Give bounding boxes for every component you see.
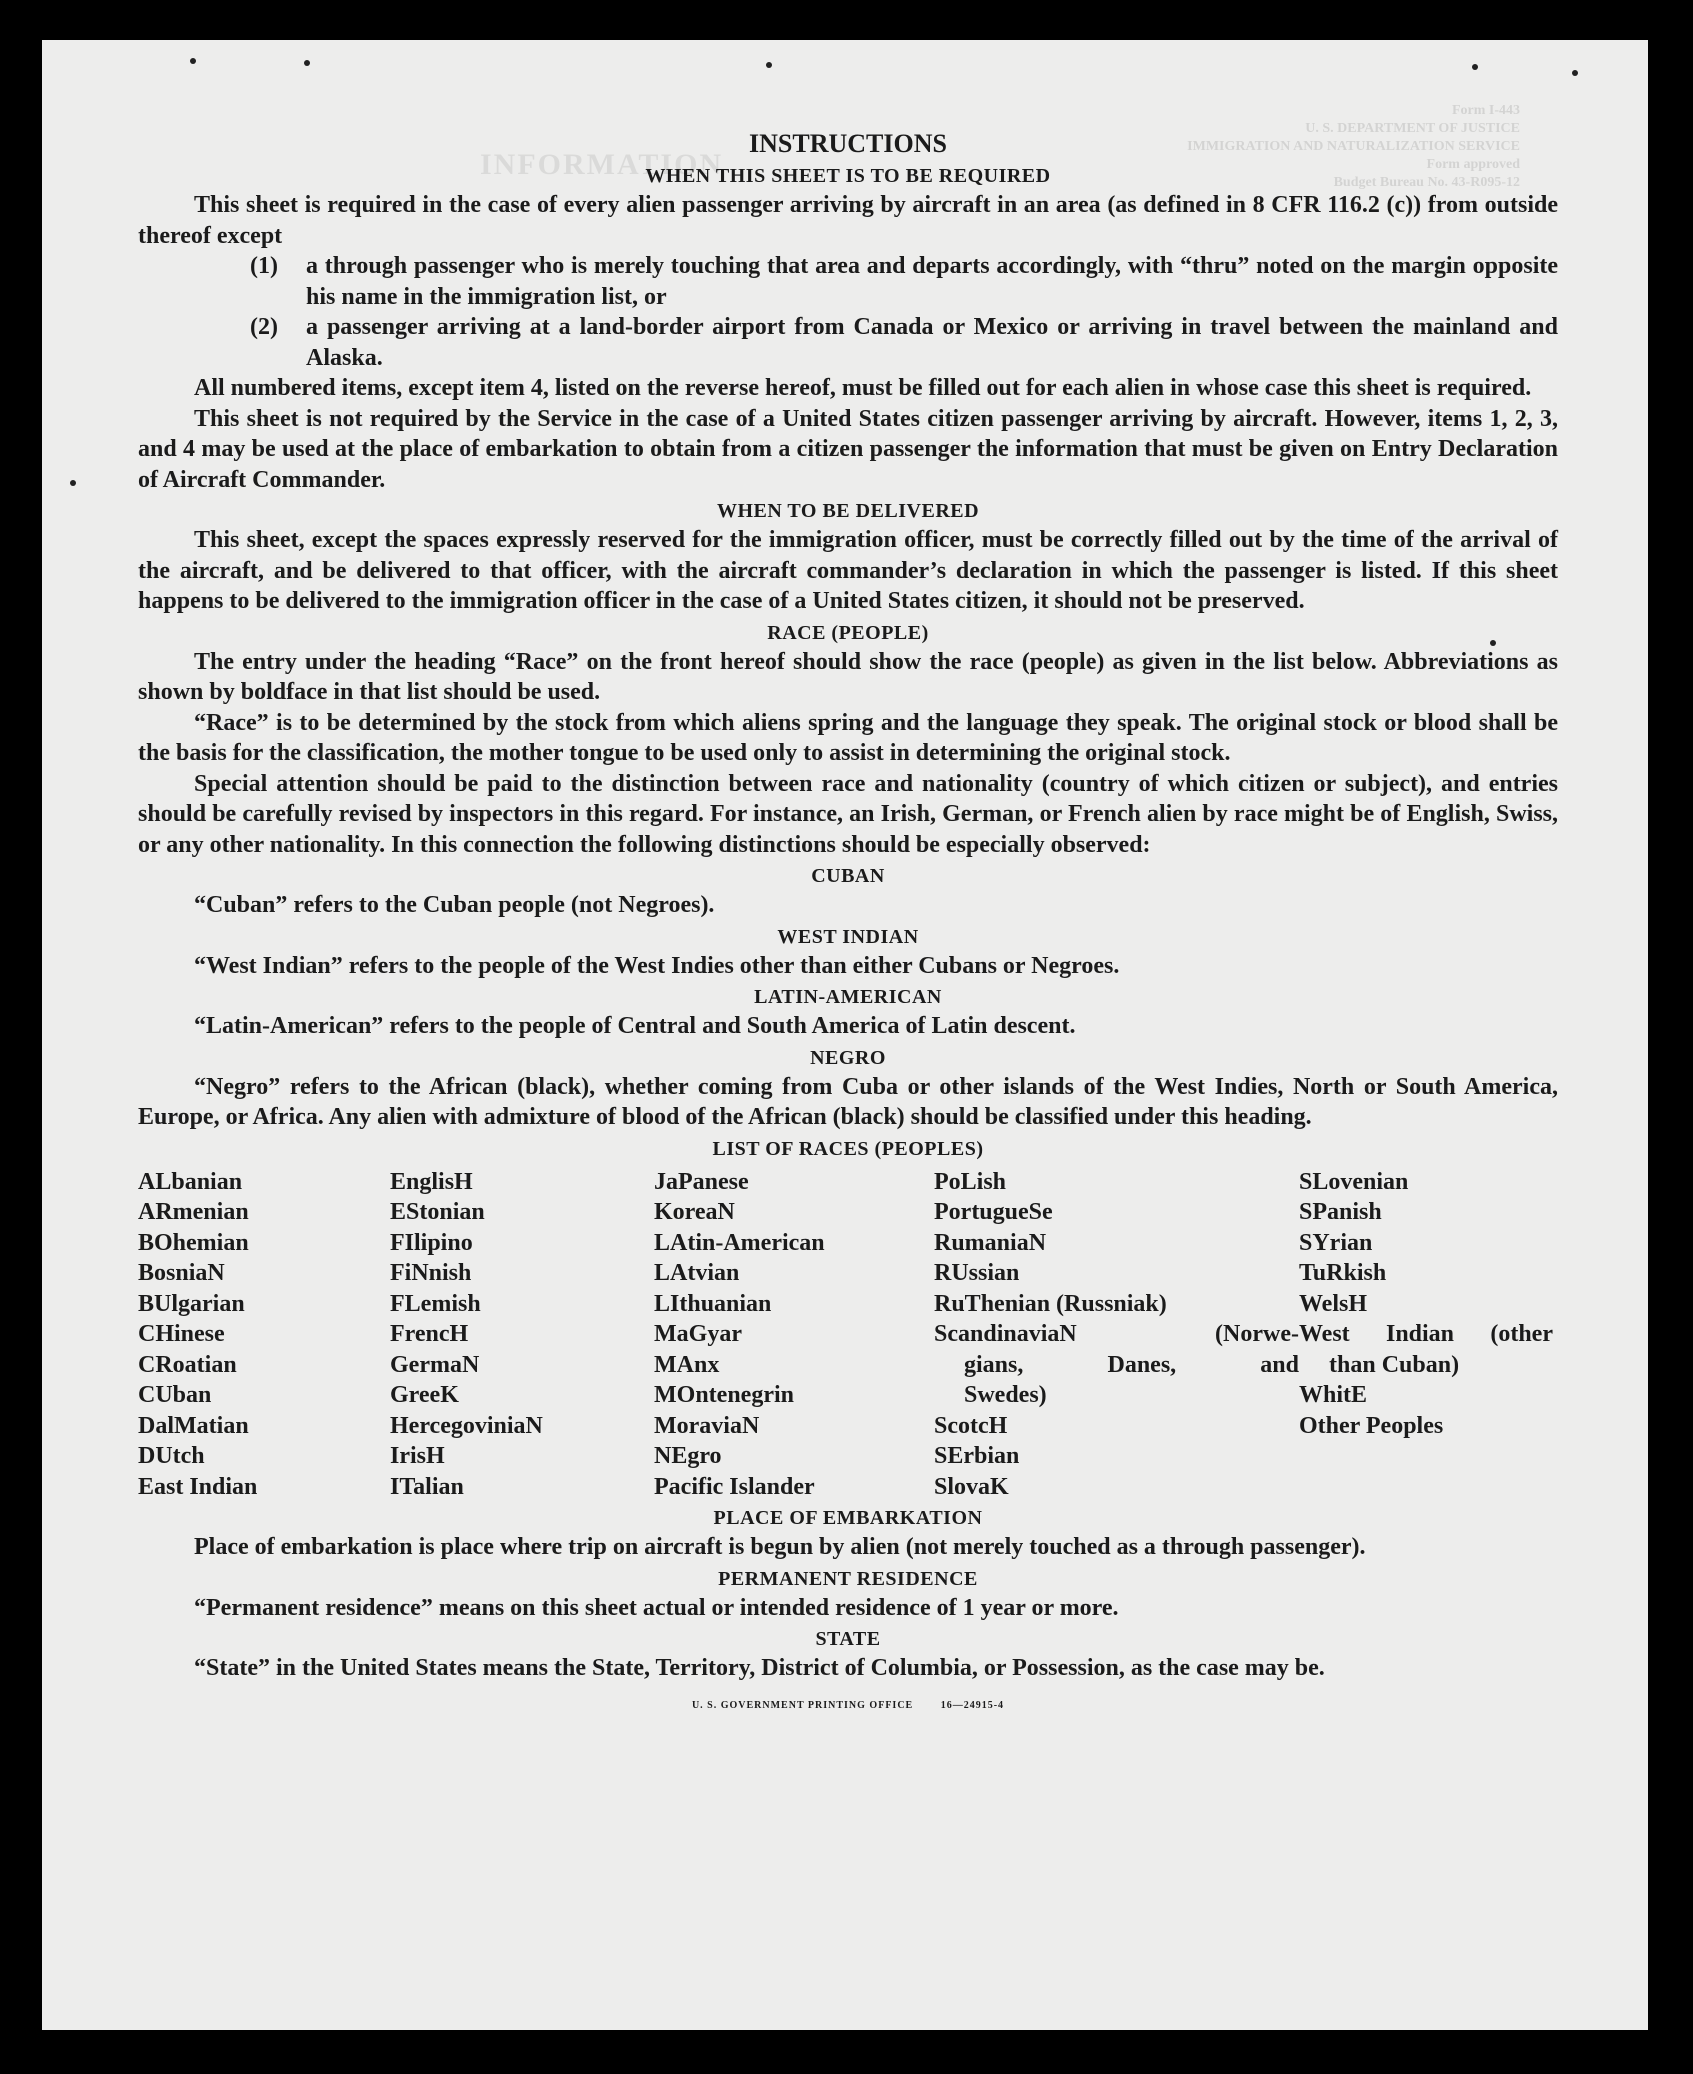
section-heading: WEST INDIAN (777, 925, 919, 948)
race-entry: DUtch (138, 1443, 205, 1469)
race-entry: MAnx (654, 1351, 720, 1378)
race-entry: than Cuban) (1329, 1351, 1460, 1378)
section-paragraph: This sheet is not required by the Service in the case of a United States citizen passenger arriving by aircraft. However, items 1, 2, 3, and 4 may be used at the place of embarkation to obtain from a citizen passenger the information that must be given on Entry Declaration of Aircraft Commander. (138, 405, 1558, 493)
printer-name: U. S. GOVERNMENT PRINTING OFFICE (691, 1699, 914, 1711)
section-paragraph: “West Indian” refers to the people of the West Indies other than either Cubans or Negroes. (194, 952, 1120, 979)
race-entry: ScotcH (934, 1412, 1008, 1439)
race-entry: CRoatian (138, 1351, 237, 1378)
section-heading: RACE (PEOPLE) (767, 621, 929, 644)
section-paragraph: “Latin-American” refers to the people of Central and South America of Latin descent. (194, 1013, 1076, 1039)
form-code: 16—24915-4 (940, 1699, 1005, 1711)
show-through-line: Form I-443 (1451, 103, 1520, 118)
race-list (138, 1167, 1558, 1503)
race-entry: CUban (138, 1382, 212, 1408)
race-entry: LAtvian (654, 1260, 740, 1286)
section-paragraph: The entry under the heading “Race” on the front hereof should show the race (people) as given in the list below. Abbreviations as shown by boldface in that list should be used. (138, 648, 1558, 705)
section-heading: WHEN TO BE DELIVERED (716, 500, 980, 522)
race-entry: LAtin-American (654, 1229, 825, 1256)
race-entry: SPanish (1299, 1199, 1382, 1225)
race-column (934, 1167, 1299, 1503)
race-entry: EStonian (390, 1199, 485, 1225)
race-entry: Other Peoples (1299, 1412, 1444, 1439)
race-entry: KoreaN (654, 1199, 735, 1225)
race-entry: BosniaN (138, 1260, 225, 1286)
race-column (390, 1167, 654, 1503)
show-through-title: INFORMATION (480, 148, 724, 181)
race-entry: RUssian (934, 1260, 1020, 1286)
race-entry: Pacific Islander (654, 1473, 815, 1500)
race-entry: gians, Danes, and (964, 1351, 1299, 1378)
show-through-line: IMMIGRATION AND NATURALIZATION SERVICE (1187, 139, 1520, 154)
section-paragraph: “Cuban” refers to the Cuban people (not Negroes). (194, 892, 715, 918)
race-entry: West Indian (other (1299, 1321, 1553, 1347)
race-entry: JaPanese (654, 1168, 749, 1195)
race-entry: MaGyar (654, 1321, 742, 1347)
section-heading: PLACE OF EMBARKATION (713, 1507, 983, 1529)
race-column (138, 1167, 390, 1503)
section-paragraph: “Negro” refers to the African (black), whether coming from Cuba or other islands of the West Indies, North or South America, Europe, or Africa. Any alien with admixture of blood of the African (black) should be classified under this heading. (138, 1073, 1558, 1130)
race-entry: WhitE (1299, 1382, 1368, 1408)
race-entry: WelsH (1299, 1290, 1368, 1317)
race-entry: BUlgarian (138, 1290, 245, 1317)
section-paragraph: All numbered items, except item 4, listed on the reverse hereof, must be filled out for each alien in whose case this sheet is required. (194, 375, 1532, 401)
race-entry: PortugueSe (934, 1199, 1053, 1225)
section-paragraph: This sheet, except the spaces expressly reserved for the immigration officer, must be correctly filled out by the time of the arrival of the aircraft, and be delivered to that officer, with the aircraft commander’s declaration in which the passenger is listed. If this sheet happens to be delivered to the immigration officer in the case of a United States citizen, it should not be preserved. (138, 527, 1558, 614)
race-entry: SlovaK (934, 1473, 1009, 1500)
show-through-line: Budget Bureau No. 43-R095-12 (1333, 175, 1520, 190)
section-heading: LATIN-AMERICAN (754, 986, 942, 1008)
section-paragraph: “Race” is to be determined by the stock from which aliens spring and the language they speak. The original stock or blood shall be the basis for the classification, the mother tongue to be used only to assist in determining the original stock. (138, 709, 1558, 766)
race-entry: FIlipino (390, 1229, 473, 1256)
race-entry: FrencH (390, 1321, 469, 1347)
section-paragraph: Place of embarkation is place where trip on aircraft is begun by alien (not merely touched as a through passenger). (194, 1534, 1366, 1560)
item-number: (2) (250, 314, 278, 340)
race-entry: NEgro (654, 1443, 722, 1469)
page-title: INSTRUCTIONS (749, 129, 947, 158)
section-heading: CUBAN (811, 865, 885, 887)
race-entry: PoLish (934, 1168, 1007, 1195)
item-number: (1) (250, 253, 278, 279)
race-entry: BOhemian (138, 1229, 249, 1256)
race-entry: ITalian (390, 1473, 464, 1500)
race-entry: EnglisH (390, 1168, 473, 1195)
item-text: a passenger arriving at a land-border airport from Canada or Mexico or arriving in travel between the mainland and Alaska. (306, 314, 1558, 371)
race-entry: DalMatian (138, 1412, 249, 1439)
race-entry: FiNnish (390, 1260, 472, 1286)
section-heading: WHEN THIS SHEET IS TO BE REQUIRED (645, 165, 1051, 187)
show-through-line: Form approved (1426, 157, 1520, 172)
section-heading: PERMANENT RESIDENCE (718, 1567, 978, 1590)
section-paragraph: “State” in the United States means the State, Territory, District of Columbia, or Possession, as the case may be. (194, 1655, 1325, 1681)
race-entry: East Indian (138, 1473, 258, 1500)
printer-imprint (138, 1700, 1558, 1712)
race-entry: RumaniaN (934, 1229, 1047, 1256)
race-entry: SYrian (1299, 1229, 1373, 1256)
section-heading: LIST OF RACES (PEOPLES) (712, 1137, 984, 1160)
race-entry: Swedes) (964, 1382, 1047, 1408)
race-entry: RuThenian (Russniak) (934, 1290, 1167, 1317)
item-text: a through passenger who is merely touching that area and departs accordingly, with “thru” noted on the margin opposite his name in the immigration list, or (306, 253, 1558, 310)
show-through-text (1050, 102, 1520, 192)
race-entry: GermaN (390, 1351, 480, 1378)
section-paragraph: “Permanent residence” means on this sheet actual or intended residence of 1 year or more. (194, 1594, 1119, 1621)
section-heading: NEGRO (810, 1046, 886, 1069)
race-entry: LIthuanian (654, 1290, 772, 1317)
race-entry: FLemish (390, 1290, 481, 1317)
race-entry: SErbian (934, 1443, 1020, 1469)
race-entry: ScandinaviaN (Norwe- (934, 1321, 1299, 1347)
race-entry: SLovenian (1299, 1168, 1409, 1195)
show-through-line: U. S. DEPARTMENT OF JUSTICE (1305, 121, 1520, 136)
section-paragraph: Special attention should be paid to the distinction between race and nationality (country of which citizen or subject), and entries should be carefully revised by inspectors in this regard. For instance, an Irish, German, or French alien by race might be of English, Swiss, or any other nationality. In this connection the following distinctions should be especially observed: (138, 770, 1558, 858)
section-heading: STATE (815, 1628, 881, 1650)
race-entry: ALbanian (138, 1168, 243, 1195)
race-entry: CHinese (138, 1321, 225, 1347)
race-entry: ARmenian (138, 1199, 249, 1225)
list-item (138, 251, 1558, 312)
race-entry: GreeK (390, 1382, 459, 1408)
document-page (42, 40, 1648, 2030)
race-column (1299, 1167, 1553, 1503)
list-item (138, 312, 1558, 373)
race-entry: TuRkish (1299, 1260, 1387, 1286)
race-entry: IrisH (390, 1443, 445, 1469)
race-entry: MOntenegrin (654, 1382, 794, 1408)
section-paragraph: This sheet is required in the case of every alien passenger arriving by aircraft in an area (as defined in 8 CFR 116.2 (c)) from outside thereof except (138, 192, 1558, 249)
race-entry: MoraviaN (654, 1412, 760, 1439)
race-entry: HercegoviniaN (390, 1412, 543, 1439)
race-column (654, 1167, 934, 1503)
